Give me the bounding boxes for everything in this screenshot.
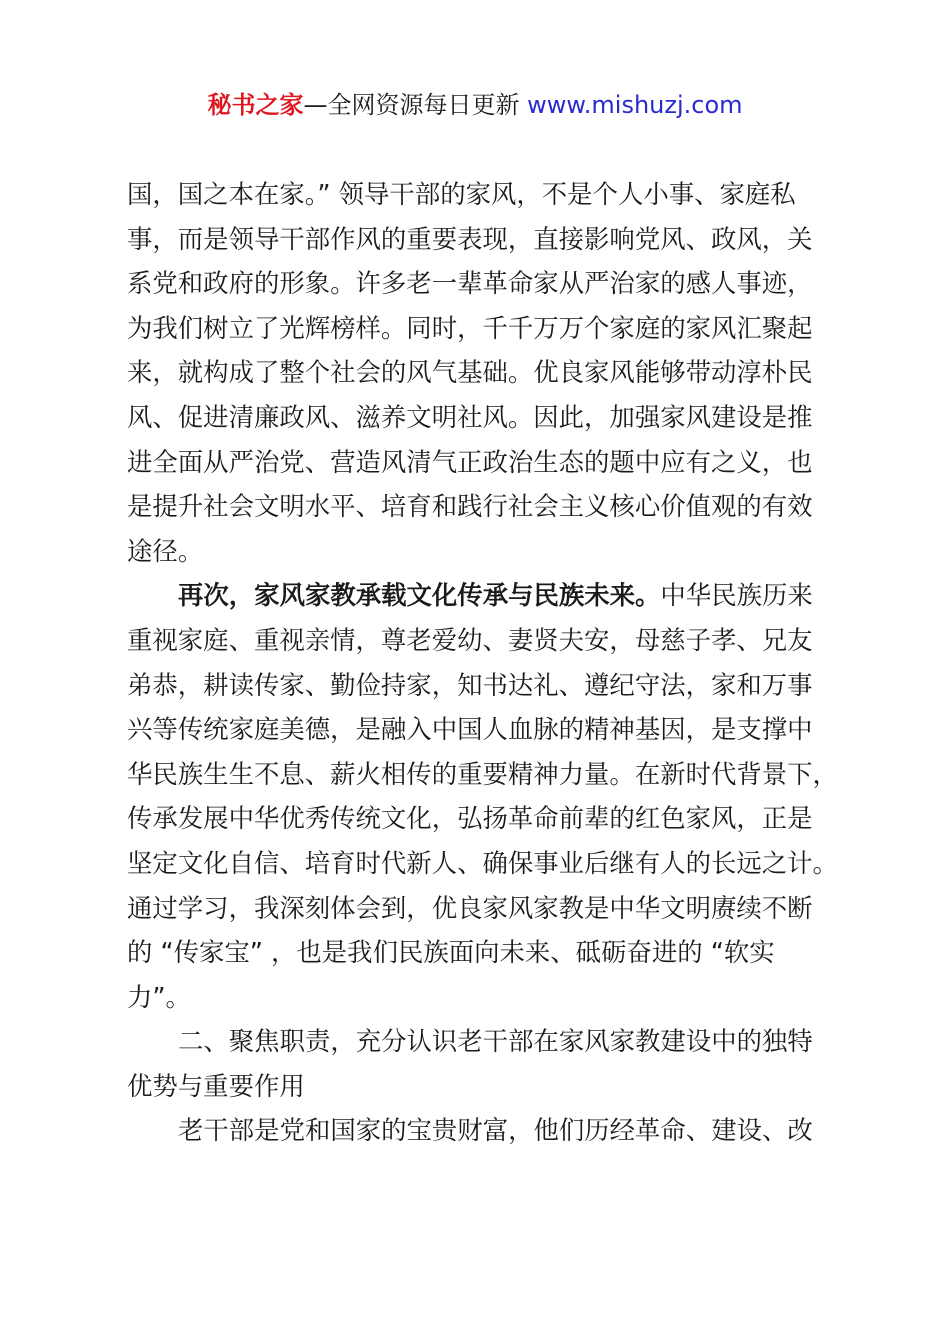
site-header bbox=[0, 88, 950, 122]
paragraph-family-tradition-politics bbox=[127, 172, 832, 573]
paragraph-veteran-cadres bbox=[127, 1108, 832, 1153]
header-tagline: —全网资源每日更新 bbox=[303, 91, 520, 119]
text-line: 进全面从严治党、营造风清气正政治生态的题中应有之义，也 bbox=[127, 446, 813, 477]
text-line: 传承发展中华优秀传统文化，弘扬革命前辈的红色家风，正是 bbox=[127, 803, 813, 834]
text-line: 是提升社会文明水平、培育和践行社会主义核心价值观的有效 bbox=[127, 491, 813, 522]
text-line: 系党和政府的形象。许多老一辈革命家从严治家的感人事迹， bbox=[127, 268, 813, 299]
heading-line: 优势与重要作用 bbox=[127, 1070, 305, 1101]
text-line: 的 “传家宝” ，也是我们民族面向未来、砥砺奋进的 “软实 bbox=[127, 937, 775, 968]
text-fragment: 中华民族历来 bbox=[660, 580, 813, 611]
heading-line: 二、聚焦职责，充分认识老干部在家风家教建设中的独特 bbox=[178, 1026, 813, 1057]
paragraph-lead-sentence: 再次，家风家教承载文化传承与民族未来。 bbox=[178, 580, 661, 611]
paragraph-cultural-heritage bbox=[127, 573, 838, 1019]
text-line: 国，国之本在家。” 领导干部的家风，不是个人小事、家庭私 bbox=[127, 179, 796, 209]
section-heading bbox=[127, 1019, 832, 1108]
text-line: 重视家庭、重视亲情，尊老爱幼、妻贤夫安，母慈子孝、兄友 bbox=[127, 624, 813, 655]
text-line: 风、促进清廉政风、滋养文明社风。因此，加强家风建设是推 bbox=[127, 401, 813, 432]
text-line: 通过学习，我深刻体会到，优良家风家教是中华文明赓续不断 bbox=[127, 892, 813, 923]
brand-name: 秘书之家 bbox=[207, 91, 304, 119]
text-line: 坚定文化自信、培育时代新人、确保事业后继有人的长远之计。 bbox=[127, 847, 838, 878]
text-line: 途径。 bbox=[127, 535, 204, 566]
text-line bbox=[127, 573, 832, 618]
text-line: 兴等传统家庭美德，是融入中国人血脉的精神基因，是支撑中 bbox=[127, 714, 813, 745]
text-line: 力”。 bbox=[127, 981, 191, 1012]
website-url[interactable]: www.mishuzj.com bbox=[527, 91, 743, 119]
text-line: 华民族生生不息、薪火相传的重要精神力量。在新时代背景下， bbox=[127, 758, 838, 789]
text-line: 事，而是领导干部作风的重要表现，直接影响党风、政风，关 bbox=[127, 223, 813, 254]
text-line: 老干部是党和国家的宝贵财富，他们历经革命、建设、改 bbox=[178, 1115, 813, 1146]
text-line: 来，就构成了整个社会的风气基础。优良家风能够带动淳朴民 bbox=[127, 357, 813, 388]
text-line: 为我们树立了光辉榜样。同时，千千万万个家庭的家风汇聚起 bbox=[127, 312, 813, 343]
text-line: 弟恭，耕读传家、勤俭持家，知书达礼、遵纪守法，家和万事 bbox=[127, 669, 813, 700]
document-body bbox=[127, 172, 838, 1153]
